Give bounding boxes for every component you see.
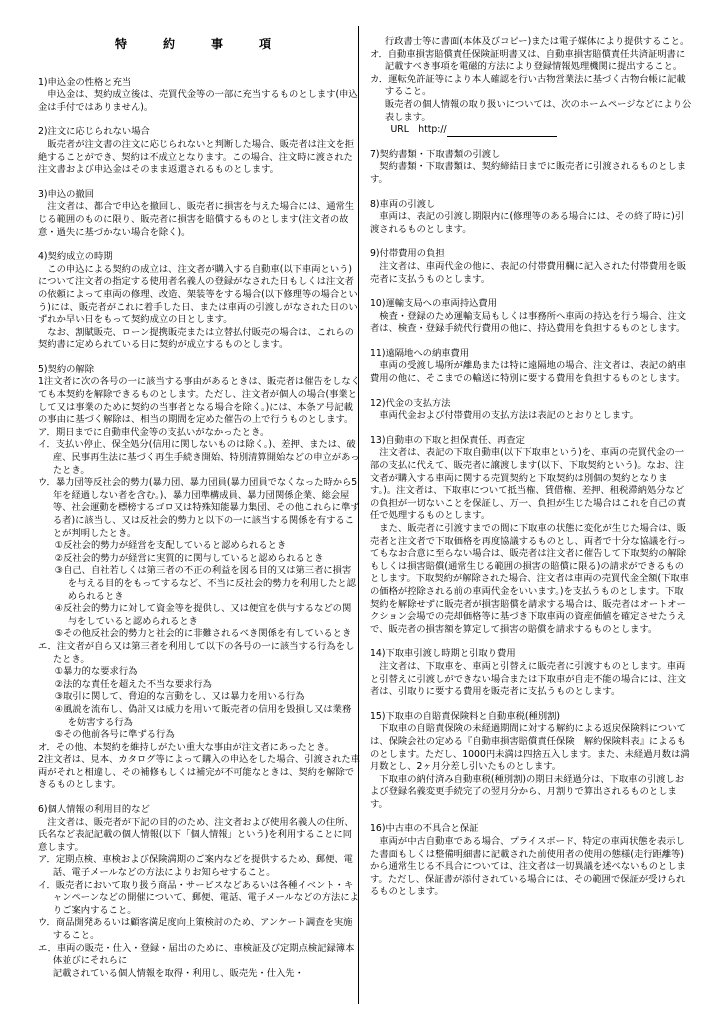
list-item: オ．自動車損害賠償責任保険証明書又は、自動車損害賠償責任共済証明書に記載すべき事項を電磁的方法により登録情報処理機関に提出すること。 — [370, 48, 686, 73]
list-item: イ．支払い停止、保全処分(信用に関しないものは除く。)、差押、または、破産、民事再生法に基づく再生手続き開始、特別清算開始などの申立があったとき。 — [38, 439, 360, 476]
section-16 — [370, 823, 692, 899]
section-2 — [38, 126, 360, 176]
section-body: 注文者は、車両代金の他に、表記の付帯費用欄に記入された付帯費用を販売者に支払うものとします。 — [370, 260, 687, 285]
section-body: また、販売者に引渡すまでの間に下取車の状態に変化が生じた場合は、販売者と注文者で下取価格を再度協議するものとし、両者で十分な協議を行ってもなお合意に至らない場合は、販売者は注文者に催告して下取契約の解除もしくは損害賠償(通常生じる範囲の損害の賠償に限る)の請求ができるものとします。下取契約が解除された場合、注文者は車両の売買代金全額(下取車の価格が控除される前の車両代金をいいます。)を支払うものとします。下取契約を解除せずに販売者が損害賠償を請求する場合は、販売者はオートオークション会場での売却価格等に基づき下取車両の資産価値を確定させたうえで、販売者の損害額を算定して損害の賠償を請求するものとします。 — [370, 523, 689, 635]
section-body: 車両の受渡し場所が離島または特に遠隔地の場合、注文者は、表記の納車費用の他に、そこまでの輸送に特別に要する費用を負担するものとします。 — [370, 360, 687, 385]
list-item-continued: 記載されている個人情報を取得・利用し、販売先・仕入先・ — [52, 967, 304, 979]
section-14 — [370, 648, 692, 698]
url-label: URL http:// — [390, 124, 447, 136]
list-item: イ．販売者において取り扱う商品・サービスなどあるいは各種イベント・キャンペーンなどの開催について、郵便、電話、電子メールなどの方法によりご案内すること。 — [38, 879, 359, 916]
sub-list-item: ①反社会的勢力が経営を支配していると認められるとき — [54, 540, 287, 552]
section-body: 車両代金および付帯費用の支払方法は表記のとおりとします。 — [379, 410, 639, 422]
section-5 — [38, 364, 360, 792]
section-body: 申込金は、契約成立後は、売買代金等の一部に充当するものとします(申込金は手付ではありません)。 — [38, 89, 358, 113]
section-body: 注文者は、表記の下取自動車(以下下取車という)を、車両の売買代金の一部の支払に代えて、販売者に譲渡します(以下、下取契約という)。なお、注文者が購入する車両に関する売買契約と下取契約は別個の契約となります。)。注文者は、下取車について抵当権、賃借権、差押、租税滞納処分などの負担が一切ないことを保証し、万一、負担が生じた場合はこれを自己の責任で処理するものとします。 — [370, 447, 687, 522]
section-body: 車両が中古自動車である場合、プライスボード、特定の車両状態を表示した書面もしくは整備明細書に記載された前使用者の使用の態様(走行距離等)から通常生じる不具合については、注文者は一切異議を述べないものとします。ただし、保証書が添付されている場合には、その範囲で保証が受けられるものとします。 — [370, 836, 686, 898]
page-title: 特 約 事 項 — [114, 37, 283, 51]
section-heading: 8)車両の引渡し — [370, 198, 436, 210]
section-9 — [370, 248, 692, 286]
section-body: 注文者は、都合で申込を撤回し、販売者に損害を与えた場合には、通常生じる範囲のものに限り、販売者に損害を賠償するものとします(注文者の故意・過失に基づかない場合を除く)。 — [38, 201, 355, 238]
sub-list-item: ⑤その他前各号に準ずる行為 — [54, 729, 175, 741]
section-body: 下取車の自賠責保険の未経過期間に対する解約による返戻保険料については、保険会社の定める『自動車損害賠償責任保険 解約保険料表』によるものとします。ただし、1000円未満は四捨五入します。また、未経過月数は満月数とし、2ヶ月分差し引いたものとします。 — [370, 723, 690, 773]
section-body: 契約書類・下取書類は、契約締結日までに販売者に引渡されるものとします。 — [370, 161, 687, 185]
list-item: エ．車両の販売・仕入・登録・届出のために、車検証及び定期点検記録簿本体並びにそれらに — [38, 942, 355, 967]
section-body: 下取車の納付済み自動車税(種別割)の期日未経過分は、下取車の引渡しおよび登録名義変更手続完了の翌月分から、月割りで算出されるものとします。 — [370, 773, 685, 810]
sub-list-item: ③取引に関して、脅迫的な言動をし、又は暴力を用いる行為 — [54, 691, 305, 703]
section-8 — [370, 199, 692, 237]
section-10 — [370, 298, 692, 336]
section-15 — [370, 711, 692, 812]
section-4 — [38, 251, 360, 352]
list-item: オ．その他、本契約を維持しがたい重大な事由が注文者にあったとき。 — [38, 741, 335, 753]
section-body: 検査・登録のため運輸支局もしくは事務所へ車両の持込を行う場合、注文者は、検査・登録手続代行費用の他に、持込費用を負担するものとします。 — [370, 310, 687, 335]
list-item-continued: 行政書士等に書面(本体及びコピー)または電子媒体により提供すること。 — [384, 36, 690, 47]
list-item: ア．定期点検、車検および保険満期のご案内などを提供するため、郵便、電話、電子メールなどの方法によりお知らせすること。 — [38, 854, 353, 879]
sub-list-item: ⑤その他反社会的勢力と社会的に非難されるべき関係を有しているとき — [54, 628, 352, 640]
list-item: ウ．商品開発あるいは顧客満足度向上策検討のため、アンケート調査を実施すること。 — [38, 917, 353, 941]
sub-list-item: ②法的な責任を超えた不当な要求行為 — [54, 678, 212, 690]
sub-list-item: ②反社会的勢力が経営に実質的に関与していると認められるとき — [54, 552, 324, 564]
section-heading: 15)下取車の自賠責保険料と自動車税(種別割) — [370, 710, 561, 722]
section-heading: 16)中古車の不具合と保証 — [370, 823, 479, 835]
section-body: 販売者が注文書の注文に応じられないと判断した場合、販売者は注文を拒絶することができ、契約は不成立となります。この場合、注文時に渡された注文書および申込金はそのまま返還されるものとします。 — [38, 138, 355, 176]
section-heading: 14)下取車引渡し時期と引取り費用 — [370, 648, 516, 660]
sub-list-item: ③自己、自社若しくは第三者の不正の利益を図る目的又は第三者に損害を与える目的をもってするなど、不当に反社会的勢力を利用したと認められるとき — [54, 565, 356, 602]
section-6 — [38, 804, 360, 980]
section-body: なお、割賦販売、ローン提携販売または立替払付販売の場合は、これらの契約書に定められている日に契約が成立するものとします。 — [38, 326, 354, 351]
section-body: 2注文者は、見本、カタログ等によって購入の申込をした場合、引渡された車両がそれと相違し、その補修もしくは補完が不可能なときは、契約を解除できるものとします。 — [38, 754, 361, 791]
section-3 — [38, 189, 360, 239]
section-11 — [370, 348, 692, 386]
list-item: カ．運転免許証等により本人確認を行い古物営業法に基づく古物台帳に記載すること。 — [370, 73, 686, 98]
url-blank-line — [447, 136, 557, 137]
section-body: この申込による契約の成立は、注文者が購入する自動車(以下車両という)について注文者の指定する使用者名義人の登録がなされた日もしくは注文者の依頼によって車両の修理、改造、架装等をする場合(以下修理等の場合という)には、販売者がこれに着手した日、または車両の引渡しがなされた日のいずれか早い日をもって契約成立の日とします。 — [38, 263, 358, 326]
section-heading: 11)遠隔地への納車費用 — [370, 347, 470, 359]
section-heading: 5)契約の解除 — [38, 363, 95, 375]
sub-list-item: ④風説を流布し、偽計又は威力を用いて販売者の信用を毀損し又は業務を妨害する行為 — [54, 703, 352, 728]
sub-list-item: ①暴力的な要求行為 — [54, 666, 138, 678]
section-12 — [370, 398, 692, 423]
section-body: 車両は、表記の引渡し期限内に(修理等のある場合には、その終了時に)引渡されるものとします。 — [370, 211, 685, 235]
left-column — [38, 38, 360, 992]
section-13 — [370, 435, 692, 637]
section-7 — [370, 149, 692, 187]
section-1 — [38, 77, 360, 115]
section-heading: 12)代金の支払方法 — [370, 397, 451, 409]
privacy-url — [370, 124, 692, 137]
privacy-notice: 販売者の個人情報の取り扱いについては、次のホームページなどにより公表します。 — [384, 98, 692, 123]
list-item: エ．注文者が自ら又は第三者を利用して以下の各号の一に該当する行為をしたとき。 — [38, 640, 355, 665]
section-heading: 2)注文に応じられない場合 — [38, 126, 150, 138]
section-heading: 13)自動車の下取と担保責任、再査定 — [370, 434, 525, 446]
section-heading: 1)申込金の性格と充当 — [38, 76, 132, 88]
section-heading: 7)契約書類・下取書類の引渡し — [370, 148, 501, 160]
section-heading: 3)申込の撤回 — [38, 188, 95, 200]
section-heading: 10)運輸支局への車両持込費用 — [370, 298, 498, 310]
section-heading: 9)付帯費用の負担 — [370, 248, 445, 260]
section-body: 注文者は、販売者が下記の目的のため、注文者および使用名義人の住所、氏名など表記記載の個人情報(以下「個人情報」という)を利用することに同意します。 — [38, 816, 354, 853]
sub-list-item: ④反社会的勢力に対して資金等を提供し、又は便宜を供与するなどの関与をしていると認められるとき — [54, 603, 352, 627]
section-heading: 6)個人情報の利用目的など — [38, 804, 150, 816]
section-body: 注文者は、下取車を、車両と引替えに販売者に引渡すものとします。車両と引替えに引渡しができない場合または下取車が自走不能の場合には、注文者は、引取りに要する費用を販売者に支払うものとします。 — [370, 660, 687, 698]
section-body: 1注文者に次の各号の一に該当する事由があるときは、販売者は催告をしなくても本契約を解除できるものとします。ただし、注文者が個人の場合(事業として又は事業のために契約の当事者となる場合を除く。)には、本条ア号記載の事由に基づく解除は、相当の期間を定めた催告の上で行うものとします。 — [38, 376, 361, 426]
section-heading: 4)契約成立の時期 — [38, 251, 113, 263]
list-item: ア．期日までに自動車代金等の支払いがなかったとき。 — [38, 426, 270, 438]
section-6-continued — [370, 36, 692, 137]
right-column — [370, 36, 692, 911]
list-item: ウ．暴力団等反社会的勢力(暴力団、暴力団員(暴力団員でなくなった時から5年を経過しない者を含む。)、暴力団準構成員、暴力団関係企業、総会屋等、社会運動を標榜するゴロ又は特殊知能暴力集団、その他これらに準ずる者)に該当し、又は反社会的勢力と以下の一に該当する関係を有することが判明したとき。 — [38, 477, 360, 539]
